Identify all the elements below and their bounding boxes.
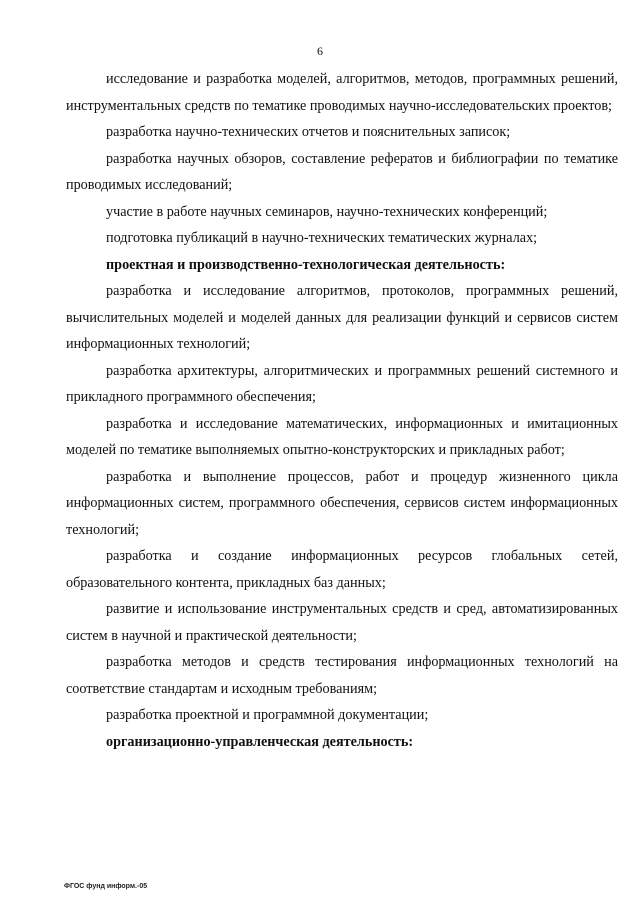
section-heading: проектная и производственно-технологическая деятельность: <box>106 256 506 273</box>
paragraph: участие в работе научных семинаров, научно-технических конференций; <box>106 203 548 220</box>
paragraph: развитие и использование инструментальных средств и сред, автоматизированных систем в научной и практической деятельности; <box>66 601 618 644</box>
paragraph: подготовка публикаций в научно-технических тематических журналах; <box>106 230 538 246</box>
footer-note: ФГОС фунд информ.-05 <box>64 883 148 890</box>
paragraph: разработка и исследование математических, информационных и имитационных моделей по тематике выполняемых опытно-конструкторских и прикладных работ; <box>66 415 618 458</box>
paragraph: разработка проектной и программной документации; <box>106 707 429 723</box>
paragraph: разработка научных обзоров, составление рефератов и библиографии по тематике проводимых исследований; <box>66 150 618 193</box>
paragraph: разработка архитектуры, алгоритмических и программных решений системного и прикладного программного обеспечения; <box>66 362 618 405</box>
paragraph: разработка методов и средств тестирования информационных технологий на соответствие стандартам и исходным требованиям; <box>66 654 618 697</box>
page-number: 6 <box>317 44 323 58</box>
paragraph: разработка и исследование алгоритмов, протоколов, программных решений, вычислительных моделей и моделей данных для реализации функций и сервисов систем информационных технологий; <box>66 283 618 352</box>
paragraph: разработка и выполнение процессов, работ и процедур жизненного цикла информационных систем, программного обеспечения, сервисов систем информационных технологий; <box>66 468 618 538</box>
section-heading: организационно-управленческая деятельность: <box>106 733 414 750</box>
paragraph: исследование и разработка моделей, алгоритмов, методов, программных решений, инструментальных средств по тематике проводимых научно-исследовательских проектов; <box>66 71 618 114</box>
paragraph: разработка научно-технических отчетов и пояснительных записок; <box>106 124 511 140</box>
paragraph: разработка и создание информационных ресурсов глобальных сетей, образовательного контента, прикладных баз данных; <box>66 548 618 591</box>
document-body <box>66 66 618 755</box>
